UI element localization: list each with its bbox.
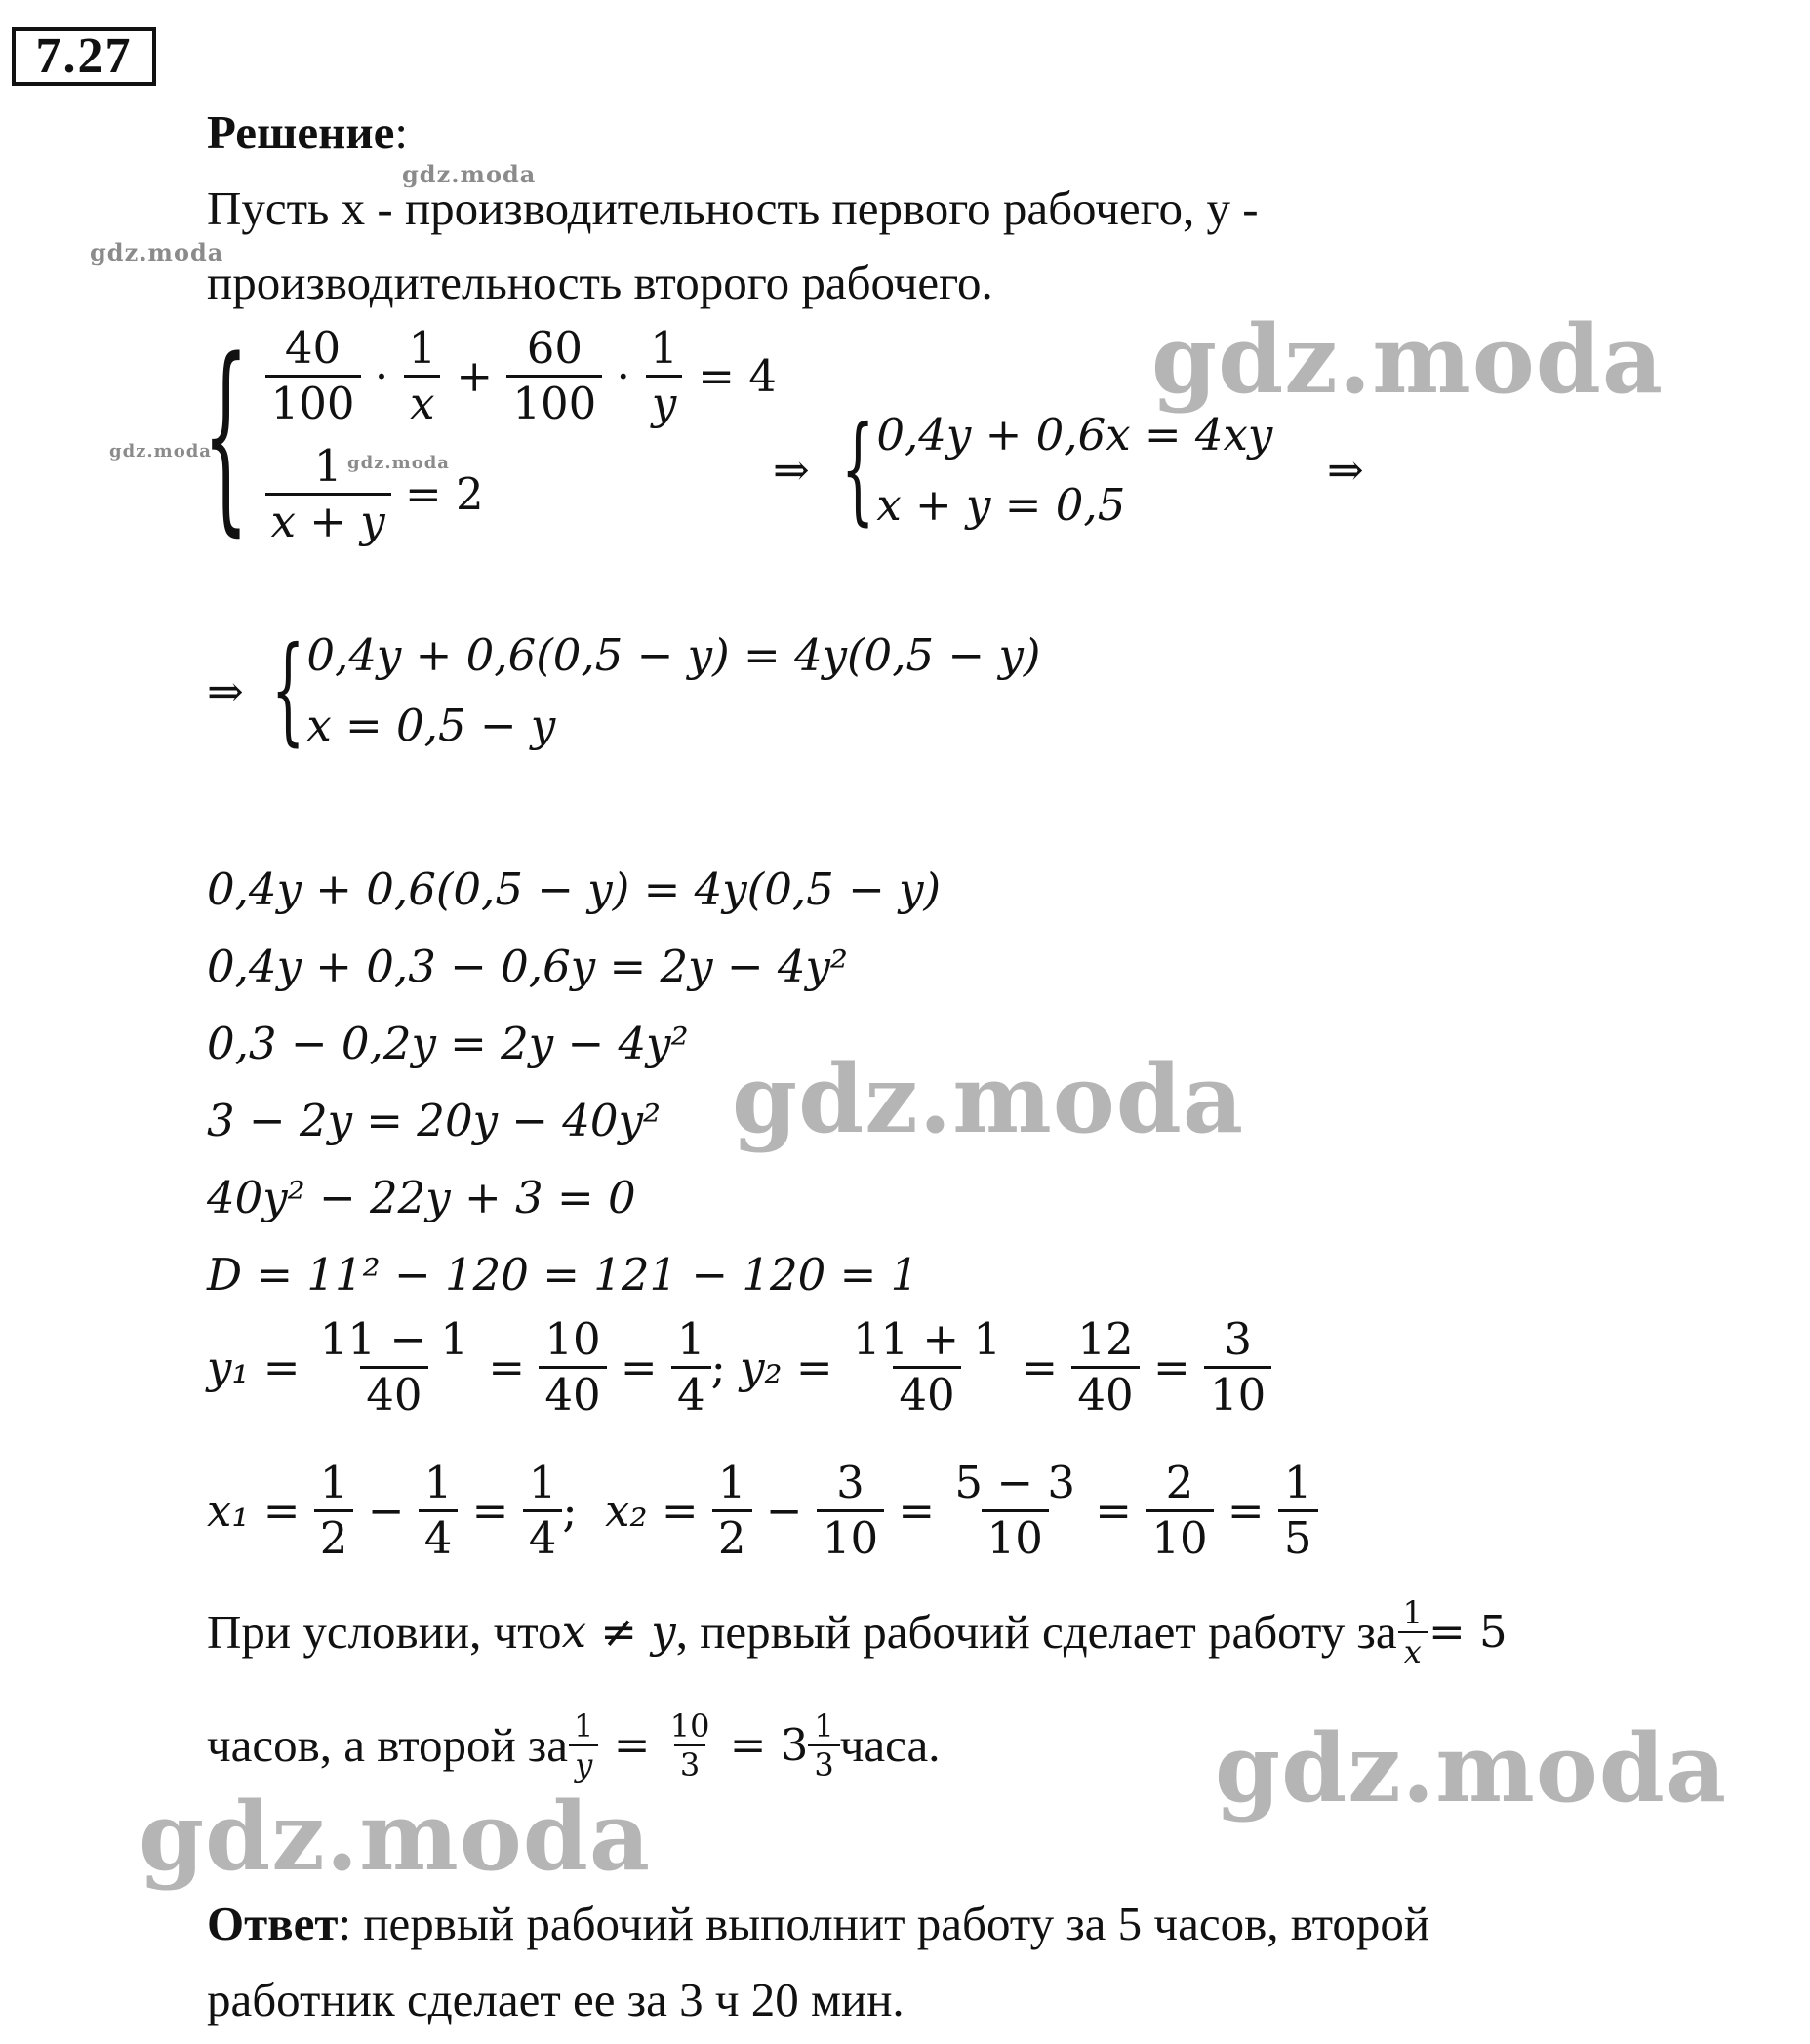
watermark-small-4: gdz.moda (347, 453, 450, 473)
frac-1-y: $\frac{1}{y}$ (644, 322, 684, 430)
eq-1-rhs: = 4 (698, 350, 777, 402)
frac-11-plus-1-40: $\frac{11 + 1}{40}$ (852, 1313, 1002, 1421)
watermark-small-1: gdz.moda (402, 160, 537, 188)
system-1-eq-1: $\frac{40}{100}$ · $\frac{1}{x}$ + $\frac{60}{100}$ · $\frac{1}{y}$ = 4 (265, 322, 777, 430)
system-2 (271, 621, 1040, 761)
frac-1-4-a: $\frac{1}{4}$ (419, 1457, 459, 1565)
problem-number: 7.27 (12, 27, 156, 86)
frac-1-over-x: $\frac{1}{x}$ (1397, 1594, 1428, 1671)
y-roots: y₁ = $\frac{11 - 1}{40}$ = $\frac{10}{40}$ = $\frac{1}{4}$ ; y₂ = $\frac{11 + 1}{40}$ = $\frac{12}{40}$ = $\frac{3}{10}$ (207, 1313, 1271, 1422)
answer-line-2: работник сделает ее за 3 ч 20 мин. (207, 1973, 905, 2026)
implies-arrow-2: ⇒ (1327, 444, 1364, 496)
frac-3-10-b: $\frac{3}{10}$ (817, 1457, 884, 1565)
system-1-brace: { (203, 315, 249, 554)
solution-heading-colon: : (394, 105, 408, 159)
system-1-equations (265, 322, 777, 548)
solution-heading (207, 105, 408, 160)
step-3: 0,3 − 0,2y = 2y − 4y² (207, 1018, 689, 1069)
system-1-result (841, 400, 1272, 541)
frac-1-over-y: $\frac{1}{y}$ (568, 1707, 599, 1784)
frac-40-100: $\frac{40}{100}$ (265, 322, 361, 430)
implies-arrow-3: ⇒ (207, 665, 244, 717)
system-1-result-line-1: 0,4y + 0,6x = 4xy (876, 409, 1273, 461)
x-neq-y: x ≠ y (561, 1606, 676, 1659)
frac-5-minus-3-10: $\frac{5 - 3}{10}$ (954, 1457, 1075, 1564)
frac-10-40: $\frac{10}{40}$ (539, 1313, 606, 1422)
y2-label: y₂ (740, 1342, 783, 1393)
frac-1-5: $\frac{1}{5}$ (1278, 1457, 1318, 1565)
system-1-result-brace: { (841, 402, 875, 538)
frac-1-2-a: $\frac{1}{2}$ (314, 1457, 354, 1565)
x1-label: x₁ (207, 1485, 250, 1537)
system-1 (203, 315, 777, 554)
system-2-line-1: 0,4y + 0,6(0,5 − y) = 4y(0,5 − y) (306, 629, 1041, 681)
solution-heading-label: Решение (207, 105, 395, 159)
frac-2-10: $\frac{2}{10}$ (1146, 1457, 1213, 1565)
y1-label: y₁ (207, 1342, 250, 1393)
frac-11-minus-1-40: $\frac{11 - 1}{40}$ (319, 1313, 469, 1421)
conclusion-line-2: часов, а второй за $\frac{1}{y}$ = $\frac{10}{3}$ = 3 $\frac{1}{3}$ часа. (207, 1707, 941, 1784)
eq-2-rhs: = 2 (405, 468, 484, 520)
answer-label: Ответ (207, 1897, 339, 1950)
step-6: D = 11² − 120 = 121 − 120 = 1 (207, 1249, 919, 1301)
frac-10-over-3: $\frac{10}{3}$ (669, 1707, 710, 1784)
step-2: 0,4y + 0,3 − 0,6y = 2y − 4y² (207, 941, 848, 992)
x2-label: x₂ (605, 1485, 648, 1537)
x-roots: x₁ = $\frac{1}{2}$ − $\frac{1}{4}$ = $\frac{1}{4}$ ; x₂ = $\frac{1}{2}$ − $\frac{3}{10}$ = $\frac{5 - 3}{10}$ = $\frac{2}{10}$ = $\frac{1}{5}$ (207, 1457, 1318, 1565)
watermark-1: gdz.moda (1151, 304, 1665, 415)
watermark-small-2: gdz.moda (90, 238, 224, 266)
step-1: 0,4y + 0,6(0,5 − y) = 4y(0,5 − y) (207, 863, 942, 915)
intro-line-2: производительность второго рабочего. (207, 256, 993, 309)
system-1-result-lines (876, 400, 1272, 541)
intro-line-1: Пусть x - производительность первого рабочего, y - (207, 181, 1259, 235)
frac-1-2-b: $\frac{1}{2}$ (712, 1457, 752, 1565)
system-2-lines (306, 621, 1040, 761)
conclusion-line-1: При условии, что x ≠ y , первый рабочий сделает работу за $\frac{1}{x}$ = 5 (207, 1594, 1508, 1671)
watermark-small-3: gdz.moda (109, 441, 212, 461)
frac-1-x-plus-y: $\frac{1}{x + y}$ (265, 440, 391, 548)
frac-60-100: $\frac{60}{100}$ (506, 322, 602, 430)
system-1-eq-2 (265, 440, 777, 548)
frac-1-over-3: $\frac{1}{3}$ (808, 1707, 839, 1784)
answer-line-1: Ответ: первый рабочий выполнит работу за 5 часов, второй (207, 1897, 1430, 1950)
watermark-2: gdz.moda (732, 1044, 1245, 1154)
system-2-brace: { (271, 622, 305, 758)
watermark-3: gdz.moda (1215, 1713, 1728, 1824)
frac-12-40: $\frac{12}{40}$ (1071, 1313, 1139, 1422)
system-1-result-line-2: x + y = 0,5 (876, 479, 1126, 531)
frac-1-x: $\frac{1}{x}$ (402, 322, 442, 430)
step-4: 3 − 2y = 20y − 40y² (207, 1095, 662, 1146)
step-5: 40y² − 22y + 3 = 0 (207, 1172, 636, 1223)
frac-1-4: $\frac{1}{4}$ (671, 1313, 711, 1422)
system-2-line-2: x = 0,5 − y (306, 700, 556, 751)
watermark-4: gdz.moda (139, 1782, 652, 1892)
frac-1-4-b: $\frac{1}{4}$ (523, 1457, 563, 1565)
implies-arrow-1: ⇒ (773, 444, 810, 496)
frac-3-10: $\frac{3}{10}$ (1204, 1313, 1271, 1422)
